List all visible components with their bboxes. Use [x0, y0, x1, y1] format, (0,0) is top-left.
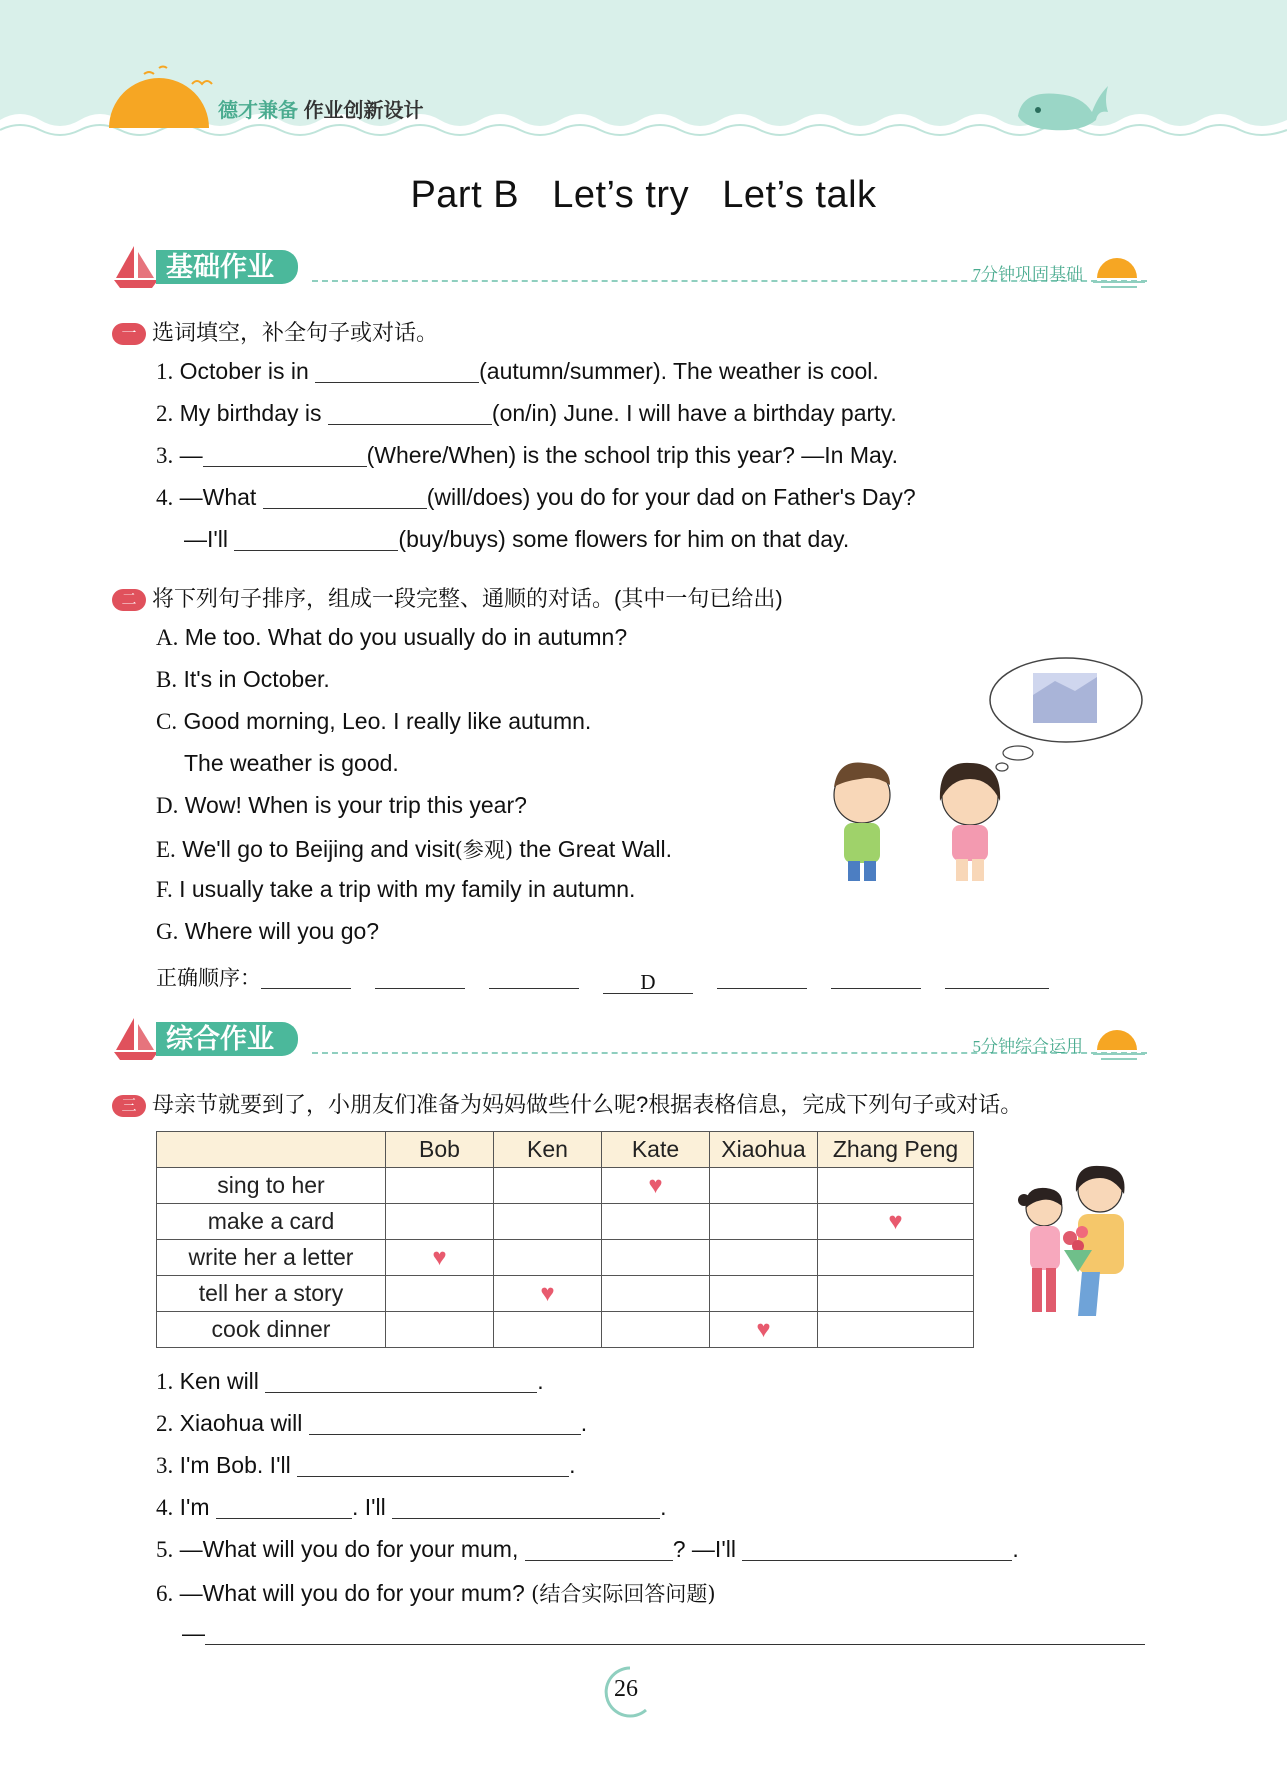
item-number: 3.: [156, 443, 174, 468]
sun-icon: [104, 62, 214, 132]
q2-option-c: [156, 708, 591, 735]
table-body: [157, 1168, 974, 1348]
item-text: ? —I'll: [672, 1536, 743, 1562]
option-text: I usually take a trip with my family in autumn.: [179, 876, 636, 902]
q3-item-4: [156, 1494, 667, 1521]
option-text: the Great Wall.: [513, 836, 672, 862]
answer-blank[interactable]: [315, 360, 479, 383]
item-period: .: [660, 1494, 667, 1520]
option-note: (参观): [454, 838, 514, 862]
table-cell: [602, 1168, 710, 1204]
q2-option-e: [156, 834, 672, 864]
table-cell: [710, 1276, 818, 1312]
table-cell: [494, 1276, 602, 1312]
order-blank[interactable]: [489, 966, 579, 989]
question-3-heading: [112, 1088, 1022, 1119]
q2-option-a: [156, 624, 627, 651]
table-cell: [710, 1312, 818, 1348]
table-row: [157, 1168, 974, 1204]
q1-item-2: [156, 400, 897, 427]
table-row: [157, 1276, 974, 1312]
question-instruction: 将下列句子排序，组成一段完整、通顺的对话。(其中一句已给出): [152, 586, 783, 611]
order-blank[interactable]: [831, 966, 921, 989]
activity-cell: tell her a story: [157, 1276, 386, 1312]
item-text: My birthday is: [179, 400, 328, 426]
brand-series: 德才兼备: [218, 100, 298, 122]
q2-order-row: [156, 962, 1049, 994]
item-period: .: [1012, 1536, 1019, 1562]
q3-item-5: [156, 1536, 1019, 1563]
sunset-icon: [1091, 1024, 1147, 1064]
answer-dash: —: [182, 1620, 205, 1646]
item-period: .: [569, 1452, 576, 1478]
table-row: [157, 1312, 974, 1348]
option-text: Good morning, Leo. I really like autumn.: [183, 708, 592, 734]
q3-item-3: [156, 1452, 575, 1479]
table-cell: [602, 1204, 710, 1240]
table-cell: [602, 1240, 710, 1276]
given-answer: D: [640, 970, 656, 994]
section-bar-basic: [112, 244, 1147, 294]
table-cell: [818, 1168, 974, 1204]
question-instruction: 母亲节就要到了，小朋友们准备为妈妈做些什么呢?根据表格信息，完成下列句子或对话。: [152, 1092, 1023, 1117]
table-cell: [494, 1312, 602, 1348]
activity-cell: cook dinner: [157, 1312, 386, 1348]
heart-icon: ♥: [540, 1279, 555, 1307]
order-blank[interactable]: [717, 966, 807, 989]
bird-icon: [190, 76, 214, 90]
option-key: C.: [156, 709, 178, 734]
item-number: 2.: [156, 401, 174, 426]
answer-blank[interactable]: [328, 402, 492, 425]
option-text: Wow! When is your trip this year?: [184, 792, 527, 818]
order-blank[interactable]: [261, 966, 351, 989]
option-key: F.: [156, 877, 173, 902]
mother-daughter-illustration: [1008, 1160, 1148, 1330]
table-cell: [386, 1312, 494, 1348]
item-text: —: [179, 442, 203, 468]
table-cell: [494, 1168, 602, 1204]
table-cell: [602, 1276, 710, 1312]
table-cell: [386, 1204, 494, 1240]
item-text: (will/does) you do for your dad on Father's Day?: [426, 484, 916, 510]
q2-option-b: [156, 666, 330, 693]
heart-icon: ♥: [756, 1315, 771, 1343]
table-row: [157, 1240, 974, 1276]
q3-item-6-answer: [182, 1620, 1145, 1647]
item-text: —What will you do for your mum?: [179, 1580, 532, 1606]
table-cell: [386, 1168, 494, 1204]
item-text: (autumn/summer). The weather is cool.: [479, 358, 879, 384]
answer-blank[interactable]: [309, 1412, 581, 1435]
table-cell: [710, 1240, 818, 1276]
section-bar-comprehensive: [112, 1016, 1147, 1066]
question-1-heading: [112, 316, 438, 347]
option-text: Where will you go?: [184, 918, 380, 944]
item-text: Ken will: [179, 1368, 266, 1394]
table-cell: [386, 1240, 494, 1276]
q3-item-6: [156, 1578, 716, 1608]
item-number: 1.: [156, 359, 174, 384]
item-number: 3.: [156, 1453, 174, 1478]
item-text: (Where/When) is the school trip this year? —In May.: [366, 442, 898, 468]
q1-item-1: [156, 358, 879, 385]
option-text: We'll go to Beijing and visit: [182, 836, 455, 862]
question-2-heading: [112, 582, 783, 613]
table-cell: [710, 1168, 818, 1204]
q3-item-1: [156, 1368, 544, 1395]
heart-icon: ♥: [432, 1243, 447, 1271]
item-text: . I'll: [351, 1494, 393, 1520]
column-header: Kate: [602, 1132, 710, 1168]
q2-option-g: [156, 918, 379, 945]
mothers-day-table: [156, 1131, 974, 1348]
q1-item-3: [156, 442, 898, 469]
section-label: 综合作业: [156, 1022, 298, 1056]
order-given: [603, 971, 693, 994]
sunset-icon: [1091, 252, 1147, 292]
column-header: Zhang Peng: [818, 1132, 974, 1168]
heart-icon: ♥: [648, 1171, 663, 1199]
option-key: D.: [156, 793, 179, 818]
q1-item-4: [156, 484, 916, 511]
question-number: 一: [112, 323, 146, 345]
answer-blank[interactable]: [392, 1496, 660, 1519]
answer-blank[interactable]: [234, 528, 398, 551]
q2-option-c-cont: [184, 750, 399, 777]
item-number: 4.: [156, 1495, 174, 1520]
answer-blank[interactable]: [297, 1454, 569, 1477]
activity-cell: make a card: [157, 1204, 386, 1240]
brand: [218, 94, 424, 123]
table-corner: [157, 1132, 386, 1168]
item-text: Xiaohua will: [179, 1410, 309, 1436]
kids-thinking-illustration: [820, 655, 1150, 885]
table-cell: [602, 1312, 710, 1348]
table-row: [157, 1204, 974, 1240]
item-text: I'm: [179, 1494, 216, 1520]
order-blank[interactable]: [945, 966, 1049, 989]
table-cell: [818, 1204, 974, 1240]
answer-blank[interactable]: [263, 486, 427, 509]
item-text: I'm Bob. I'll: [179, 1452, 298, 1478]
option-key: E.: [156, 837, 176, 862]
item-text: October is in: [179, 358, 316, 384]
item-text: (buy/buys) some flowers for him on that day.: [398, 526, 850, 552]
table-cell: [818, 1240, 974, 1276]
item-period: .: [580, 1410, 588, 1436]
question-instruction: 选词填空，补全句子或对话。: [152, 320, 439, 345]
table-cell: [818, 1276, 974, 1312]
column-header: Xiaohua: [710, 1132, 818, 1168]
item-text: —I'll: [184, 526, 235, 552]
activity-cell: sing to her: [157, 1168, 386, 1204]
brand-name: 作业创新设计: [303, 100, 424, 122]
table-cell: [386, 1276, 494, 1312]
option-key: B.: [156, 667, 178, 692]
section-time: 5分钟综合运用: [972, 1037, 1083, 1056]
q2-option-d: [156, 792, 527, 819]
item-number: 2.: [156, 1411, 174, 1436]
sailboat-icon: [112, 1016, 160, 1062]
sailboat-icon: [112, 244, 160, 290]
item-text: —What will you do for your mum,: [179, 1536, 525, 1562]
table-header-row: [157, 1132, 974, 1168]
page-title: Part B Let’s try Let’s talk: [410, 174, 877, 216]
order-blank[interactable]: [375, 966, 465, 989]
section-time: 7分钟巩固基础: [972, 265, 1083, 284]
heart-icon: ♥: [888, 1207, 903, 1235]
option-text: Me too. What do you usually do in autumn?: [184, 624, 628, 650]
item-period: .: [537, 1368, 544, 1394]
q3-item-2: [156, 1410, 587, 1437]
answer-blank[interactable]: [265, 1370, 537, 1393]
section-label: 基础作业: [156, 250, 298, 284]
order-label: 正确顺序：: [156, 966, 261, 990]
question-number: 二: [112, 589, 146, 611]
item-number: 6.: [156, 1581, 174, 1606]
option-text: The weather is good.: [184, 750, 399, 776]
table-cell: [494, 1240, 602, 1276]
table-cell: [818, 1312, 974, 1348]
whale-icon: [1012, 76, 1112, 134]
answer-blank[interactable]: [525, 1538, 673, 1561]
table-cell: [710, 1204, 818, 1240]
item-text: —What: [179, 484, 263, 510]
item-number: 1.: [156, 1369, 174, 1394]
answer-line[interactable]: [205, 1622, 1145, 1645]
answer-blank[interactable]: [203, 444, 367, 467]
item-note: (结合实际回答问题): [531, 1582, 716, 1606]
option-key: A.: [156, 625, 179, 650]
q1-item-4-reply: [184, 526, 849, 553]
column-header: Ken: [494, 1132, 602, 1168]
column-header: Bob: [386, 1132, 494, 1168]
option-key: G.: [156, 919, 179, 944]
answer-blank[interactable]: [742, 1538, 1012, 1561]
page-number: 26: [614, 1676, 638, 1702]
question-number: 三: [112, 1095, 146, 1117]
table-cell: [494, 1204, 602, 1240]
item-number: 5.: [156, 1537, 174, 1562]
item-number: 4.: [156, 485, 174, 510]
answer-blank[interactable]: [216, 1496, 352, 1519]
item-text: (on/in) June. I will have a birthday party.: [491, 400, 897, 426]
q2-option-f: [156, 876, 635, 903]
option-text: It's in October.: [183, 666, 330, 692]
activity-cell: write her a letter: [157, 1240, 386, 1276]
